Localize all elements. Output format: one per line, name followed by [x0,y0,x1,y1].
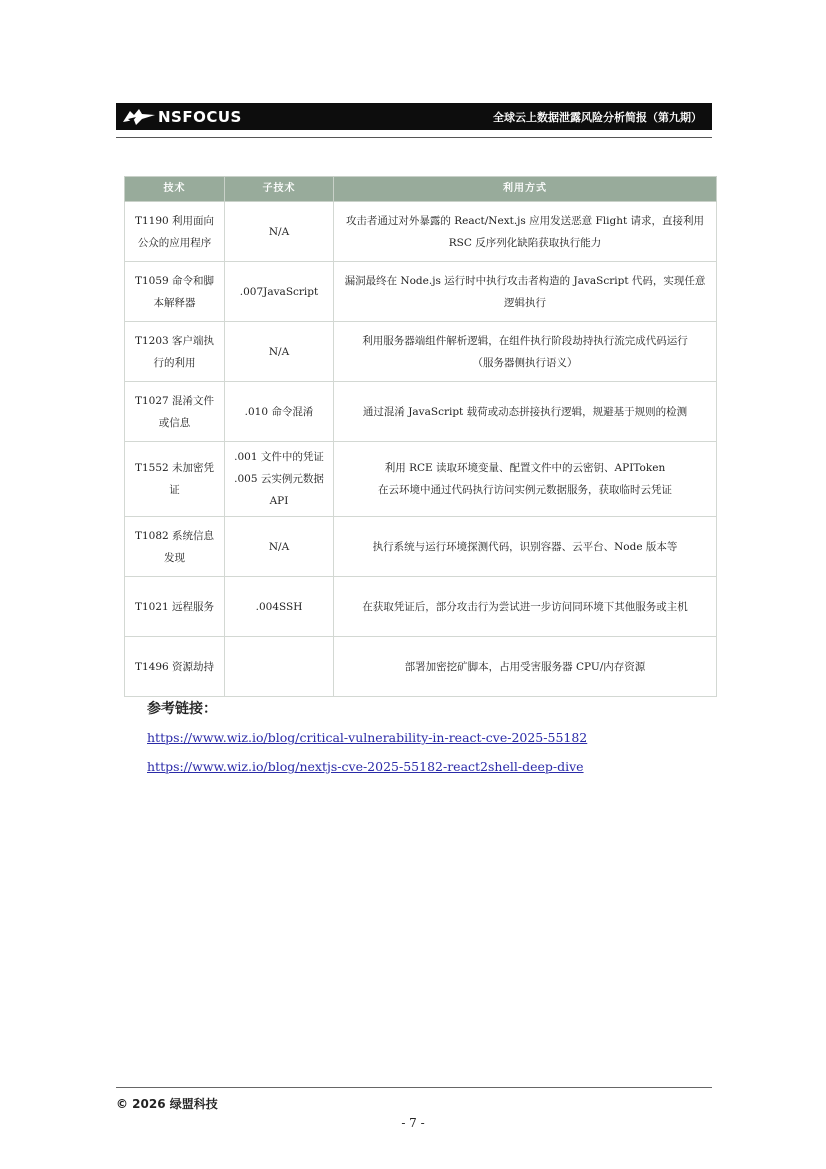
header-rule [116,137,712,138]
cell-line: （服务器侧执行语义） [472,356,578,369]
cell-line: 发现 [164,551,185,564]
copyright-text: © 2026 绿盟科技 [116,1097,218,1111]
cell-line: T1059 命令和脚 [134,274,215,287]
col-header-subtechnique: 子技术 [225,177,334,202]
cell-line: RSC 反序列化缺陷获取执行能力 [448,236,602,249]
footer-rule [116,1087,712,1088]
technique-cell [125,322,225,382]
usage-cell [334,202,717,262]
page-number: - 7 - [401,1116,425,1130]
cell-line: 攻击者通过对外暴露的 React/Next.js 应用发送恶意 Flight 请求，直接利用 [345,214,705,227]
table-row [125,577,717,637]
cell-line: .005 云实例元数据 [234,473,324,485]
cell-line: 漏洞最终在 Node.js 运行时中执行攻击者构造的 JavaScript 代码，实现任意 [344,274,706,287]
references-section [147,698,587,788]
cell-line: N/A [268,345,290,358]
cell-line: T1082 系统信息 [134,529,215,542]
table-row [125,517,717,577]
table-row [125,442,717,517]
usage-cell [334,577,717,637]
subtechnique-cell [225,577,334,637]
cell-line: N/A [268,225,290,238]
usage-cell [334,637,717,697]
page-header [116,103,712,130]
cell-line: .010 命令混淆 [244,405,314,418]
subtechnique-cell [225,202,334,262]
subtechnique-cell [225,262,334,322]
cell-line: T1552 未加密凭 [134,462,215,474]
cell-line: .004SSH [255,600,303,613]
cell-line: 利用 RCE 读取环境变量、配置文件中的云密钥、APIToken [384,462,666,474]
subtechnique-cell [225,637,334,697]
cell-line: T1496 资源劫持 [134,660,215,673]
cell-line: 逻辑执行 [504,296,546,309]
cell-line: API [269,495,289,507]
table-row [125,637,717,697]
usage-cell [334,322,717,382]
usage-cell [334,262,717,322]
technique-cell [125,637,225,697]
nsfocus-logo [116,103,242,130]
cell-line: 在获取凭证后，部分攻击行为尝试进一步访问同环境下其他服务或主机 [362,600,688,613]
technique-cell [125,517,225,577]
cell-line: 在云环境中通过代码执行访问实例元数据服务，获取临时云凭证 [378,484,672,496]
eagle-logo-icon [122,107,156,127]
usage-cell [334,382,717,442]
technique-cell [125,577,225,637]
table-row [125,382,717,442]
table-header-row [125,177,717,202]
logo-text: NSFOCUS [158,107,242,126]
cell-line: T1190 利用面向 [134,214,215,227]
subtechnique-cell [225,382,334,442]
cell-line: 部署加密挖矿脚本，占用受害服务器 CPU/内存资源 [404,660,646,673]
technique-cell [125,202,225,262]
subtechnique-cell [225,442,334,517]
table-row [125,322,717,382]
cell-line: 行的利用 [153,356,196,369]
cell-line: 公众的应用程序 [137,236,212,249]
table-body [125,202,717,697]
subtechnique-cell [225,322,334,382]
cell-line: .007JavaScript [239,285,319,298]
cell-line: 通过混淆 JavaScript 载荷或动态拼接执行逻辑，规避基于规则的检测 [362,405,688,418]
technique-cell [125,262,225,322]
references-title: 参考链接： [147,701,217,717]
report-title: 全球云上数据泄露风险分析简报（第九期） [493,110,702,124]
usage-cell [334,517,717,577]
subtechnique-cell [225,517,334,577]
col-header-usage: 利用方式 [334,177,717,202]
usage-cell [334,442,717,517]
table-row [125,202,717,262]
col-header-technique: 技术 [125,177,225,202]
technique-cell [125,382,225,442]
cell-line: 本解释器 [153,296,196,309]
technique-cell [125,442,225,517]
cell-line: T1203 客户端执 [134,334,215,347]
cell-line: 证 [169,484,180,496]
reference-link-2[interactable]: https://www.wiz.io/blog/nextjs-cve-2025-55182-react2shell-deep-dive [147,759,584,774]
cell-line: T1027 混淆文件 [134,394,215,407]
cell-line: .001 文件中的凭证 [234,451,324,463]
cell-line: N/A [268,540,290,553]
cell-line: 或信息 [158,416,191,429]
cell-line: 利用服务器端组件解析逻辑，在组件执行阶段劫持执行流完成代码运行 [362,334,688,347]
reference-link-1[interactable]: https://www.wiz.io/blog/critical-vulnerability-in-react-cve-2025-55182 [147,730,588,745]
cell-line: 执行系统与运行环境探测代码，识别容器、云平台、Node 版本等 [372,540,678,553]
table-row [125,262,717,322]
attack-technique-table [124,176,717,697]
cell-line: T1021 远程服务 [134,600,215,613]
